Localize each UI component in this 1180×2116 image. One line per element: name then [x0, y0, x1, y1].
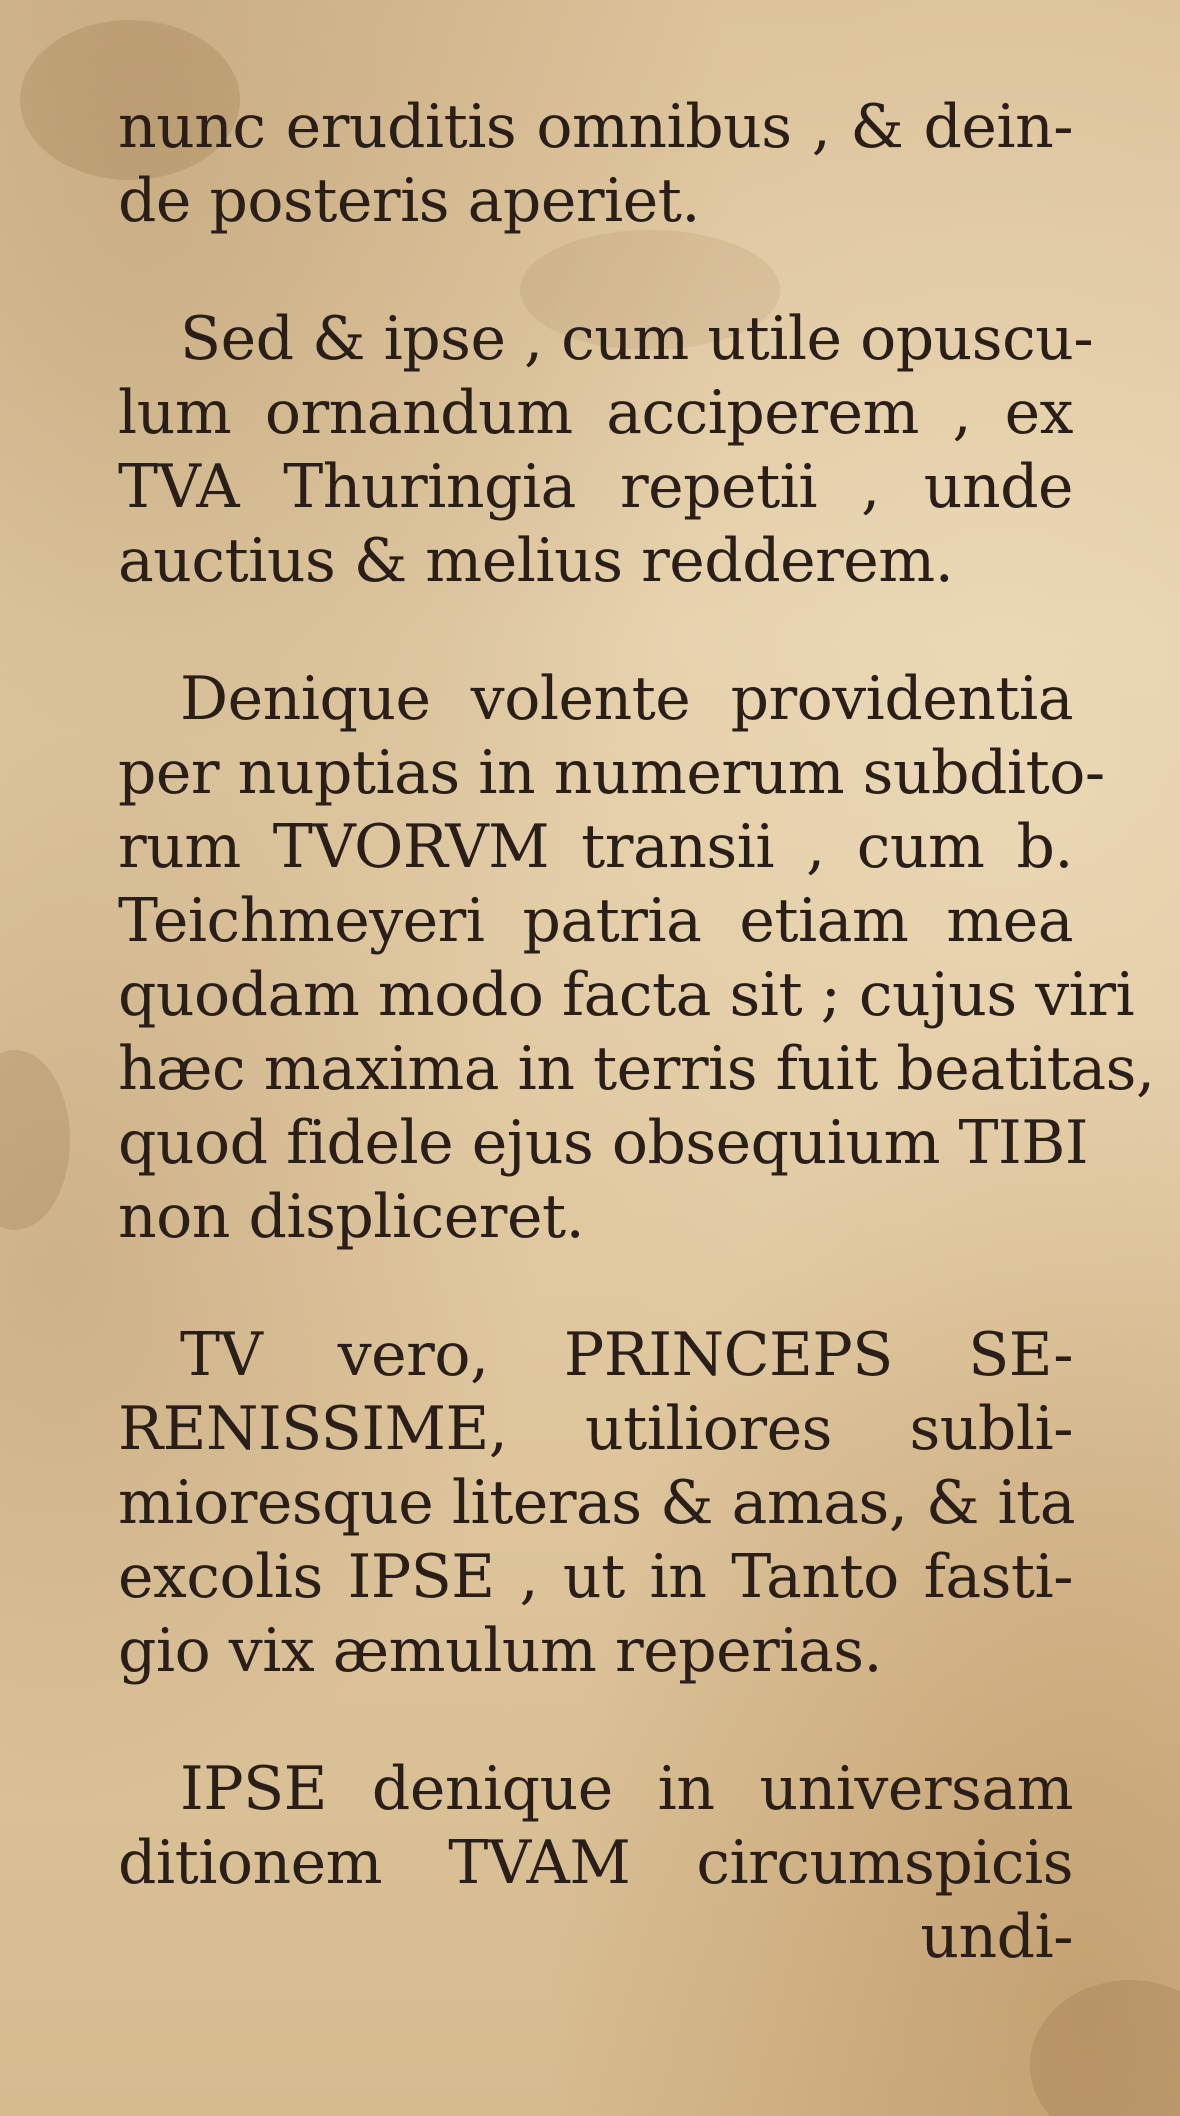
- text-line: TVA Thuringia repetii , unde: [118, 452, 1073, 522]
- text-line: IPSE denique in universam: [180, 1754, 1073, 1824]
- paragraph: [118, 1318, 1076, 1688]
- text-line: Teichmeyeri patria etiam mea: [118, 886, 1073, 956]
- text-line: excolis IPSE , ut in Tanto fasti-: [118, 1542, 1073, 1612]
- text-line: TV vero, PRINCEPS SE-: [180, 1320, 1073, 1390]
- text-line: quod fidele ejus obsequium TIBI: [118, 1108, 1089, 1178]
- text-line: RENISSIME, utiliores subli-: [118, 1394, 1073, 1464]
- text-line: per nuptias in numerum subdito-: [118, 738, 1105, 808]
- text-line: lum ornandum acciperem , ex: [118, 378, 1073, 448]
- text-line: gio vix æmulum reperias.: [118, 1616, 883, 1686]
- text-line: hæc maxima in terris fuit beatitas,: [118, 1034, 1155, 1104]
- text-line: mioresque literas & amas, & ita: [118, 1468, 1076, 1538]
- body-text: [118, 90, 1155, 1974]
- paragraph: [118, 302, 1094, 598]
- paragraph: [118, 662, 1155, 1254]
- paper-stain: [0, 1050, 70, 1230]
- paper-stain: [1030, 1980, 1180, 2116]
- paragraph: [118, 90, 1073, 238]
- text-line: non displiceret.: [118, 1182, 585, 1252]
- text-line: rum TVORVM transii , cum b.: [118, 812, 1073, 882]
- text-line: de posteris aperiet.: [118, 166, 700, 236]
- text-line: auctius & melius redderem.: [118, 526, 954, 596]
- text-line: ditionem TVAM circumspicis: [118, 1828, 1073, 1898]
- text-line: Sed & ipse , cum utile opuscu-: [180, 304, 1094, 374]
- text-line: quodam modo facta sit ; cujus viri: [118, 960, 1135, 1030]
- catchword: undi-: [920, 1902, 1073, 1972]
- text-line: nunc eruditis omnibus , & dein-: [118, 92, 1073, 162]
- paragraph: [118, 1752, 1073, 1900]
- text-line: Denique volente providentia: [180, 664, 1073, 734]
